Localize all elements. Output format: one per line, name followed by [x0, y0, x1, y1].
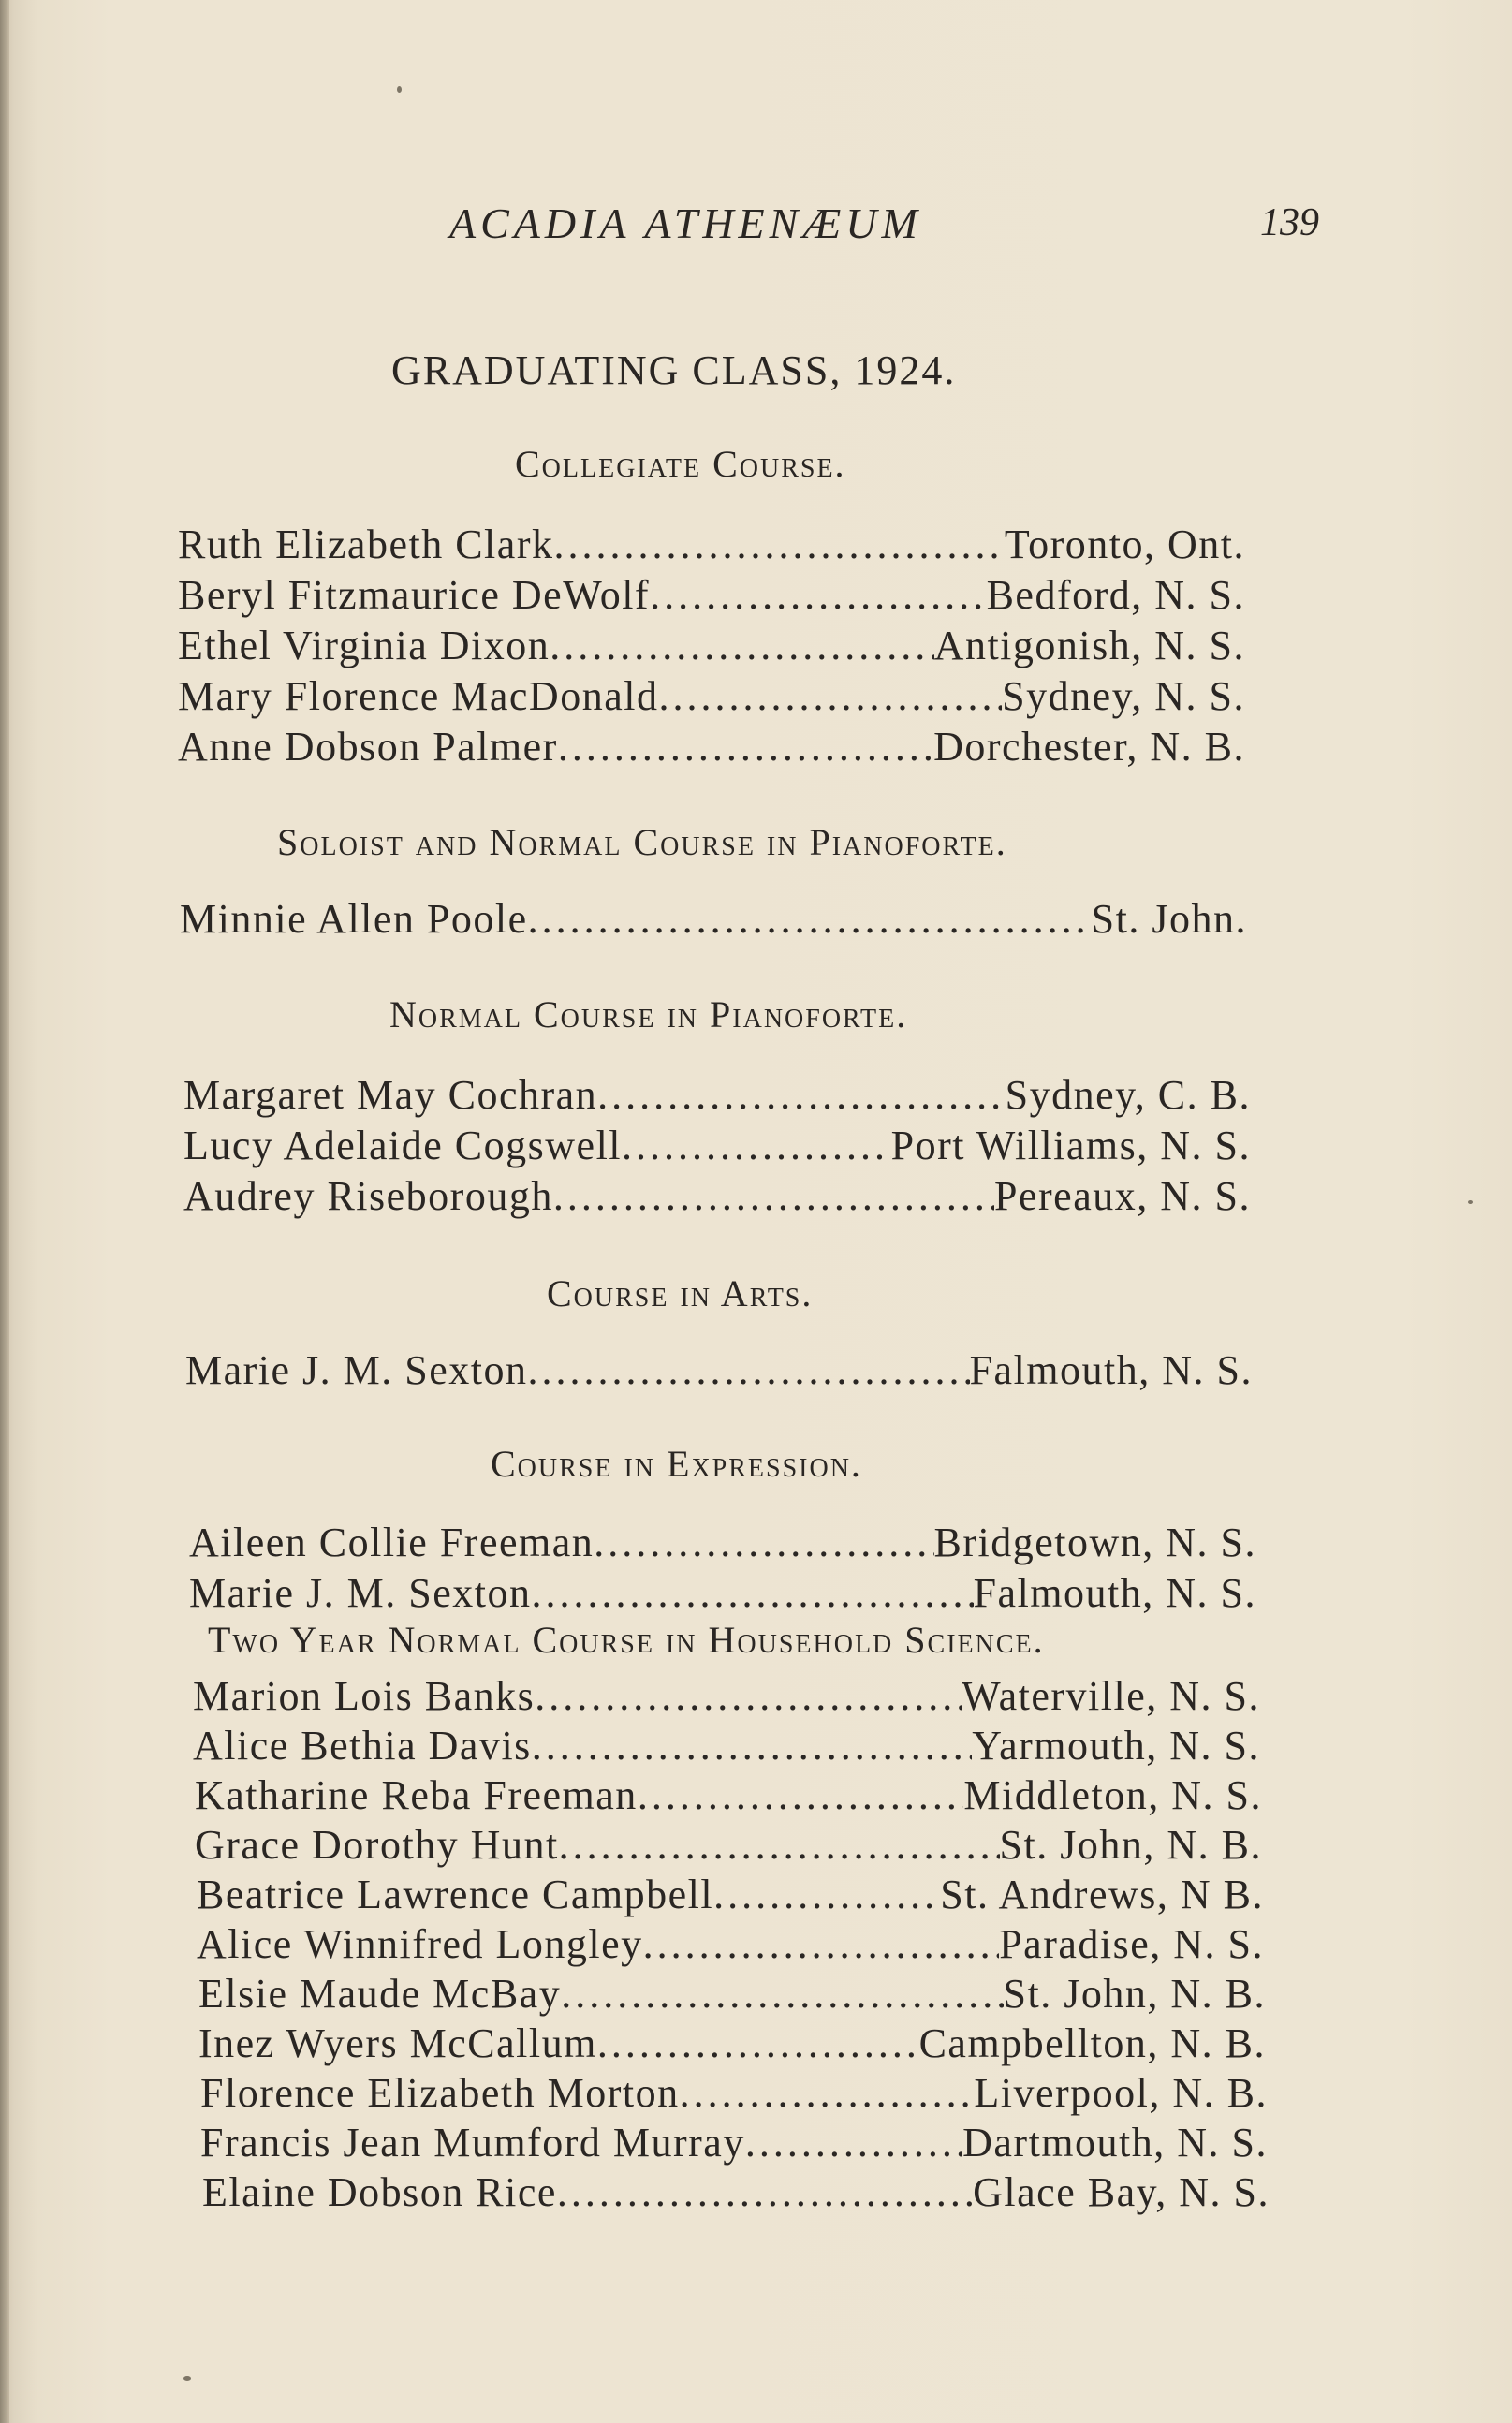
dot-leader [622, 1122, 891, 1169]
dot-leader [638, 1771, 964, 1819]
list-item [197, 1920, 1264, 1971]
graduate-name: Aileen Collie Freeman [189, 1520, 595, 1565]
dot-leader [597, 1071, 1006, 1119]
list-item [200, 2069, 1268, 2120]
graduate-hometown: Paradise, N. S. [999, 1921, 1264, 1967]
graduate-hometown: Middleton, N. S. [963, 1772, 1262, 1818]
list-item [183, 1071, 1251, 1122]
graduate-name: Grace Dorothy Hunt [195, 1822, 559, 1868]
graduate-hometown: St. John, N. B. [1003, 1971, 1266, 2017]
dot-leader [658, 672, 1002, 720]
list-item [180, 895, 1247, 946]
dot-leader [528, 1346, 970, 1394]
graduate-hometown: Sydney, C. B. [1005, 1072, 1251, 1118]
graduate-name: Lucy Adelaide Cogswell [183, 1123, 623, 1168]
graduate-hometown: Bedford, N. S. [986, 572, 1245, 618]
dot-leader [558, 723, 933, 771]
graduate-hometown: Yarmouth, N. S. [972, 1723, 1260, 1769]
graduate-hometown: Falmouth, N. S. [969, 1347, 1253, 1393]
graduate-hometown: Port Williams, N. S. [890, 1123, 1251, 1168]
graduate-hometown: Falmouth, N. S. [973, 1570, 1256, 1616]
list-item [178, 622, 1245, 672]
graduate-hometown: Antigonish, N. S. [933, 623, 1245, 668]
list-item [193, 1672, 1260, 1723]
dot-leader [532, 1569, 974, 1617]
dot-leader [532, 1722, 972, 1770]
dot-leader [650, 571, 986, 619]
graduate-name: Alice Bethia Davis [193, 1723, 532, 1769]
section-heading-arts: Course in Arts. [547, 1272, 814, 1314]
list-item [202, 2168, 1270, 2219]
page-number: 139 [1260, 201, 1319, 244]
list-item [189, 1519, 1256, 1569]
list-item [198, 1970, 1266, 2020]
list-item [195, 1821, 1262, 1872]
list-item [185, 1346, 1253, 1397]
dot-leader [535, 1672, 962, 1720]
list-item [189, 1569, 1256, 1620]
graduate-name: Elaine Dobson Rice [202, 2169, 557, 2215]
graduate-name: Minnie Allen Poole [180, 896, 528, 942]
section-heading-household-science: Two Year Normal Course in Household Science. [208, 1619, 1045, 1661]
dot-leader [680, 2069, 975, 2117]
graduate-name: Beryl Fitzmaurice DeWolf [178, 572, 651, 618]
dot-leader [559, 1821, 1000, 1869]
graduate-hometown: Sydney, N. S. [1002, 673, 1245, 719]
list-item [178, 723, 1245, 773]
dot-leader [594, 1519, 933, 1566]
list-item [198, 2019, 1266, 2070]
list-item [200, 2119, 1268, 2169]
graduate-name: Beatrice Lawrence Campbell [197, 1872, 714, 1917]
graduate-name: Ruth Elizabeth Clark [178, 521, 554, 567]
list-item [183, 1172, 1251, 1223]
graduate-hometown: St. John. [1091, 896, 1247, 942]
graduate-hometown: Toronto, Ont. [1004, 521, 1245, 567]
graduate-hometown: Dorchester, N. B. [933, 724, 1245, 770]
section-heading-normal-pianoforte: Normal Course in Pianoforte. [389, 993, 908, 1035]
graduate-name: Marie J. M. Sexton [185, 1347, 528, 1393]
graduate-name: Florence Elizabeth Morton [200, 2070, 680, 2116]
graduate-name: Anne Dobson Palmer [178, 724, 558, 770]
paper-speck [1468, 1200, 1473, 1204]
list-item [178, 521, 1245, 571]
graduate-name: Francis Jean Mumford Murray [200, 2120, 745, 2166]
graduate-name: Margaret May Cochran [183, 1072, 598, 1118]
paper-speck [397, 86, 402, 93]
list-item [195, 1771, 1262, 1822]
dot-leader [553, 521, 1004, 568]
section-heading-expression: Course in Expression. [491, 1443, 862, 1485]
dot-leader [550, 622, 933, 669]
graduate-hometown: Pereaux, N. S. [994, 1173, 1251, 1219]
graduate-hometown: Liverpool, N. B. [974, 2070, 1268, 2116]
paper-speck [183, 2376, 191, 2381]
graduate-name: Ethel Virginia Dixon [178, 623, 550, 668]
journal-title: ACADIA ATHENÆUM [449, 199, 922, 247]
page-header [0, 198, 1512, 255]
graduate-hometown: Glace Bay, N. S. [973, 2169, 1270, 2215]
graduate-hometown: Bridgetown, N. S. [933, 1520, 1256, 1565]
list-item [197, 1871, 1264, 1921]
dot-leader [528, 895, 1092, 943]
list-item [193, 1722, 1260, 1772]
dot-leader [597, 2019, 919, 2067]
dot-leader [553, 1172, 994, 1220]
graduate-hometown: Dartmouth, N. S. [962, 2120, 1268, 2166]
graduate-name: Mary Florence MacDonald [178, 673, 659, 719]
graduate-name: Inez Wyers McCallum [198, 2020, 597, 2066]
graduate-name: Elsie Maude McBay [198, 1971, 562, 2017]
graduate-hometown: St. Andrews, N B. [940, 1872, 1264, 1917]
section-heading-soloist-pianoforte: Soloist and Normal Course in Pianoforte. [277, 821, 1007, 863]
dot-leader [561, 1970, 1003, 2018]
graduate-hometown: St. John, N. B. [999, 1822, 1262, 1868]
list-item [178, 672, 1245, 723]
class-title: GRADUATING CLASS, 1924. [391, 347, 957, 393]
graduate-hometown: Waterville, N. S. [962, 1673, 1260, 1719]
dot-leader [745, 2119, 962, 2166]
graduate-name: Marie J. M. Sexton [189, 1570, 532, 1616]
dot-leader [713, 1871, 940, 1918]
graduate-hometown: Campbellton, N. B. [918, 2020, 1266, 2066]
section-heading-collegiate: Collegiate Course. [515, 443, 846, 485]
graduate-name: Alice Winnifred Longley [197, 1921, 643, 1967]
dot-leader [557, 2168, 973, 2216]
list-item [183, 1122, 1251, 1172]
book-spine-shadow [0, 0, 9, 2423]
graduate-name: Marion Lois Banks [193, 1673, 536, 1719]
dot-leader [643, 1920, 1000, 1968]
list-item [178, 571, 1245, 622]
graduate-name: Katharine Reba Freeman [195, 1772, 638, 1818]
graduate-name: Audrey Riseborough [183, 1173, 553, 1219]
